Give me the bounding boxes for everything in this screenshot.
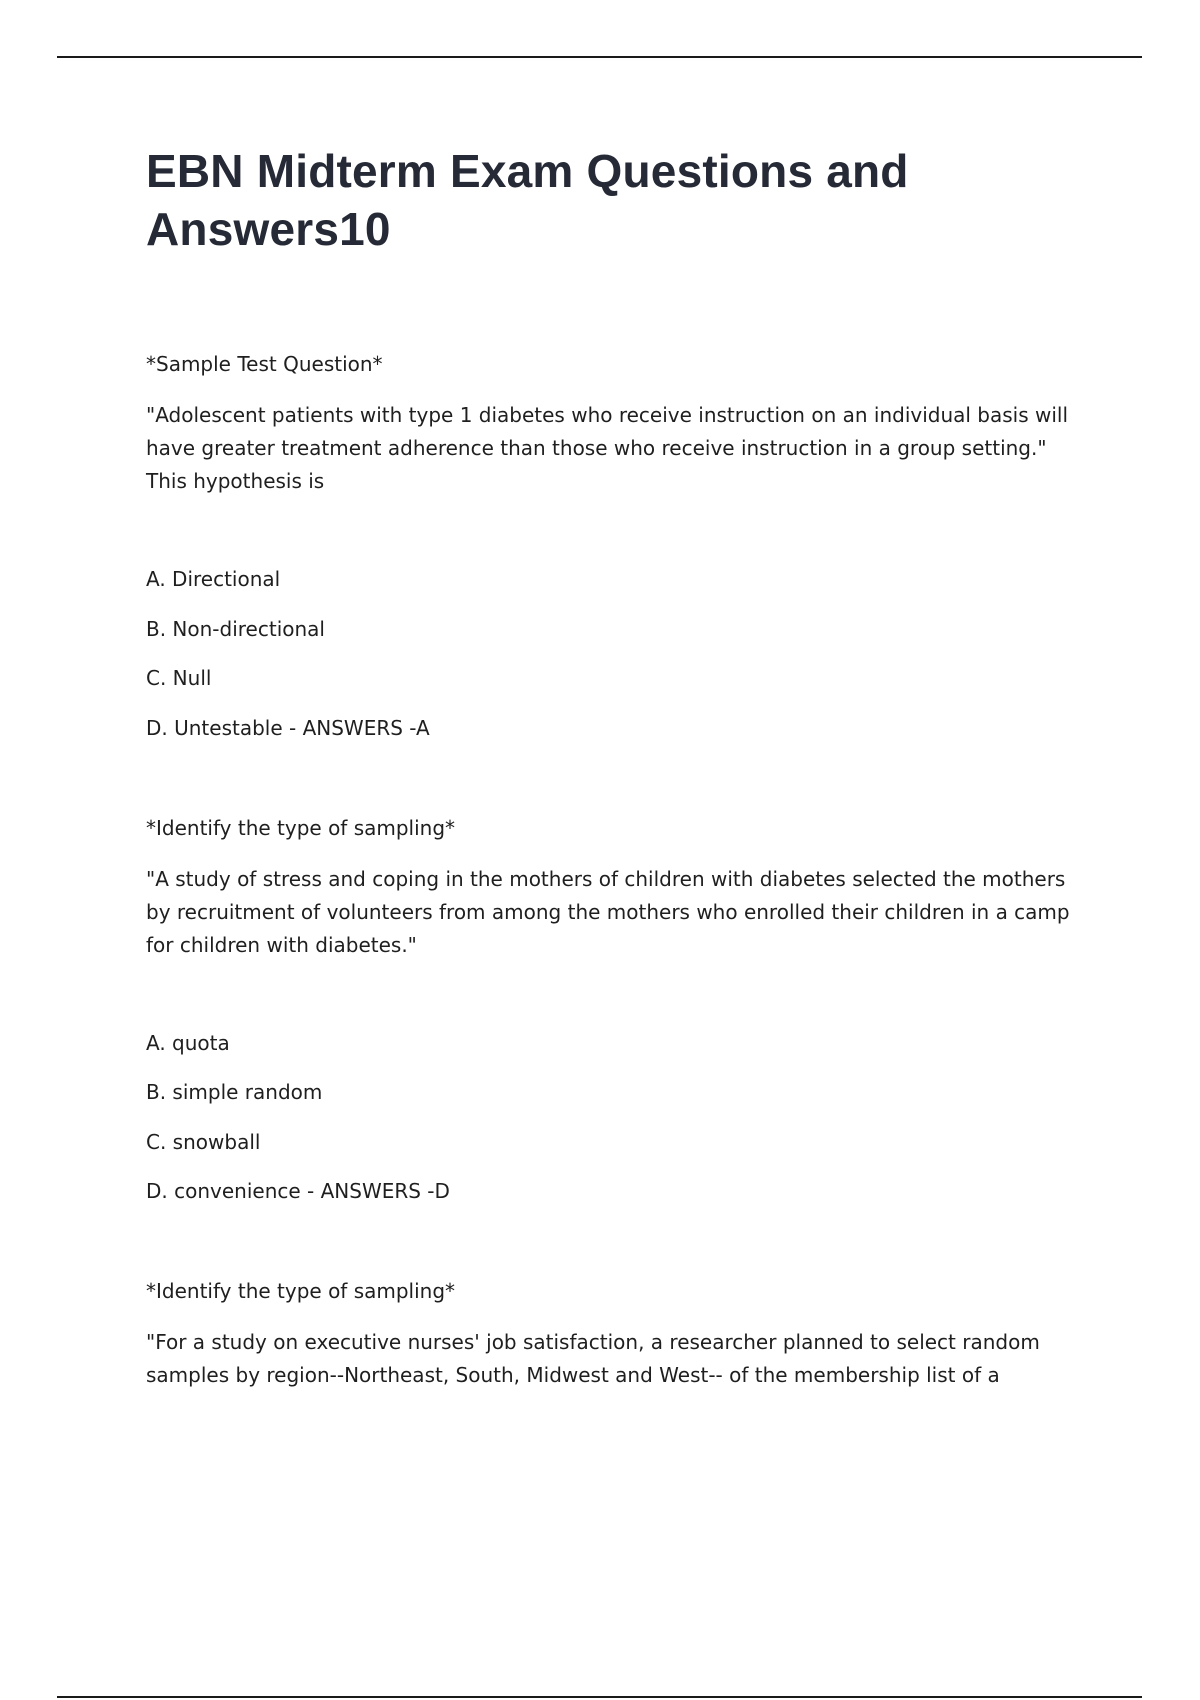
option-b: B. simple random bbox=[146, 1080, 323, 1104]
option-list bbox=[146, 563, 1086, 745]
question-text: "For a study on executive nurses' job satisfaction, a researcher planned to select random samples by region--Northeast, South, Midwest and West-- of the membership list of a bbox=[146, 1330, 1040, 1387]
option-c: C. Null bbox=[146, 666, 212, 690]
option-b: B. Non-directional bbox=[146, 616, 325, 641]
option-list bbox=[146, 1027, 1086, 1209]
bottom-rule bbox=[57, 1696, 1142, 1698]
document-body bbox=[146, 142, 1086, 1392]
question-heading: *Sample Test Question* bbox=[146, 352, 383, 376]
option-d-answer: D. Untestable - ANSWERS -A bbox=[146, 715, 430, 740]
question-block-3 bbox=[146, 1275, 1086, 1392]
question-text: "A study of stress and coping in the mothers of children with diabetes selected the mothers by recruitment of volunteers from among the mothers who enrolled their children in a camp for children with diabetes." bbox=[146, 866, 1070, 957]
document-title: EBN Midterm Exam Questions and Answers10 bbox=[146, 145, 909, 255]
question-heading: *Identify the type of sampling* bbox=[146, 1279, 456, 1303]
option-a: A. Directional bbox=[146, 567, 281, 591]
question-heading: *Identify the type of sampling* bbox=[146, 815, 456, 840]
option-c: C. snowball bbox=[146, 1129, 261, 1154]
option-d-answer: D. convenience - ANSWERS -D bbox=[146, 1179, 450, 1203]
question-block-1 bbox=[146, 348, 1086, 745]
question-block-2 bbox=[146, 812, 1086, 1209]
option-a: A. quota bbox=[146, 1030, 230, 1055]
top-rule bbox=[57, 56, 1142, 58]
question-text: "Adolescent patients with type 1 diabetes who receive instruction on an individual basis will have greater treatment adherence than those who receive instruction in a group setting." This hypothesis is bbox=[146, 403, 1069, 493]
